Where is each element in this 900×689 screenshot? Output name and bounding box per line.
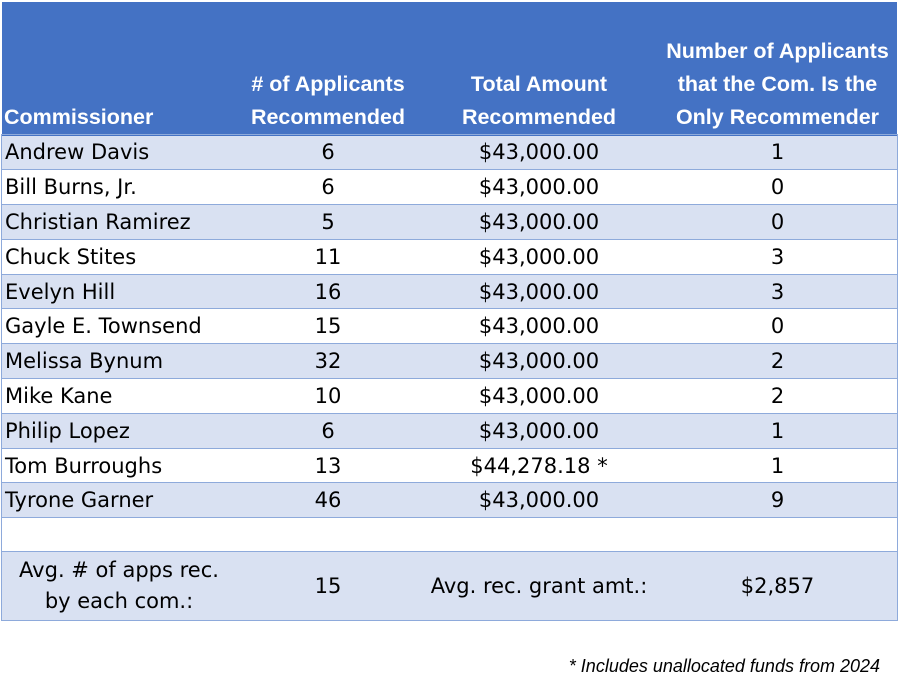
only-recommender-count: 1 (658, 135, 897, 170)
applicants-count: 6 (236, 135, 420, 170)
applicants-count: 32 (236, 344, 420, 379)
avg-apps-value: 15 (236, 552, 420, 620)
blank-cell (236, 518, 420, 552)
table-row (2, 205, 897, 240)
commissioner-name: Melissa Bynum (2, 344, 236, 379)
blank-cell (658, 518, 897, 552)
amount-value: $43,000.00 (420, 170, 658, 205)
table-row (2, 344, 897, 379)
applicants-count: 6 (236, 413, 420, 448)
commissioner-name: Bill Burns, Jr. (2, 170, 236, 205)
amount-value: $43,000.00 (420, 309, 658, 344)
header-only-recommender: Number of Applicants that the Com. Is the Only Recommender (658, 2, 897, 135)
blank-cell (2, 518, 236, 552)
avg-grant-label: Avg. rec. grant amt.: (420, 552, 658, 620)
only-recommender-count: 1 (658, 413, 897, 448)
amount-value: $43,000.00 (420, 344, 658, 379)
header-row (2, 2, 897, 135)
table-row (2, 379, 897, 414)
commissioner-name: Tyrone Garner (2, 483, 236, 518)
applicants-count: 16 (236, 274, 420, 309)
header-commissioner: Commissioner (2, 2, 236, 135)
amount-value: $43,000.00 (420, 205, 658, 240)
blank-cell (420, 518, 658, 552)
applicants-count: 11 (236, 239, 420, 274)
applicants-count: 46 (236, 483, 420, 518)
commissioner-name: Gayle E. Townsend (2, 309, 236, 344)
avg-grant-value: $2,857 (658, 552, 897, 620)
footnote: * Includes unallocated funds from 2024 (568, 656, 880, 676)
only-recommender-count: 2 (658, 344, 897, 379)
table-row (2, 448, 897, 483)
amount-value: $43,000.00 (420, 274, 658, 309)
header-applicants-recommended: # of Applicants Recommended (236, 2, 420, 135)
table-row (2, 170, 897, 205)
amount-value: $43,000.00 (420, 135, 658, 170)
table-row (2, 483, 897, 518)
only-recommender-count: 0 (658, 205, 897, 240)
applicants-count: 10 (236, 379, 420, 414)
commissioner-name: Mike Kane (2, 379, 236, 414)
blank-row (2, 518, 897, 552)
amount-value: $44,278.18 * (420, 448, 658, 483)
commissioner-name: Evelyn Hill (2, 274, 236, 309)
avg-apps-label: Avg. # of apps rec. by each com.: (2, 552, 236, 620)
header-total-amount: Total Amount Recommended (420, 2, 658, 135)
commissioner-name: Andrew Davis (2, 135, 236, 170)
applicants-count: 6 (236, 170, 420, 205)
only-recommender-count: 0 (658, 170, 897, 205)
only-recommender-count: 0 (658, 309, 897, 344)
applicants-count: 15 (236, 309, 420, 344)
amount-value: $43,000.00 (420, 379, 658, 414)
commissioner-name: Christian Ramirez (2, 205, 236, 240)
applicants-count: 5 (236, 205, 420, 240)
only-recommender-count: 9 (658, 483, 897, 518)
amount-value: $43,000.00 (420, 413, 658, 448)
table-row (2, 413, 897, 448)
commissioner-name: Chuck Stites (2, 239, 236, 274)
table-row (2, 274, 897, 309)
applicants-count: 13 (236, 448, 420, 483)
commissioner-recommendations-table (2, 2, 897, 620)
table-row (2, 239, 897, 274)
only-recommender-count: 3 (658, 239, 897, 274)
amount-value: $43,000.00 (420, 483, 658, 518)
only-recommender-count: 3 (658, 274, 897, 309)
table-row (2, 309, 897, 344)
amount-value: $43,000.00 (420, 239, 658, 274)
only-recommender-count: 2 (658, 379, 897, 414)
summary-row (2, 552, 897, 620)
table-row (2, 135, 897, 170)
commissioner-name: Philip Lopez (2, 413, 236, 448)
commissioner-name: Tom Burroughs (2, 448, 236, 483)
only-recommender-count: 1 (658, 448, 897, 483)
